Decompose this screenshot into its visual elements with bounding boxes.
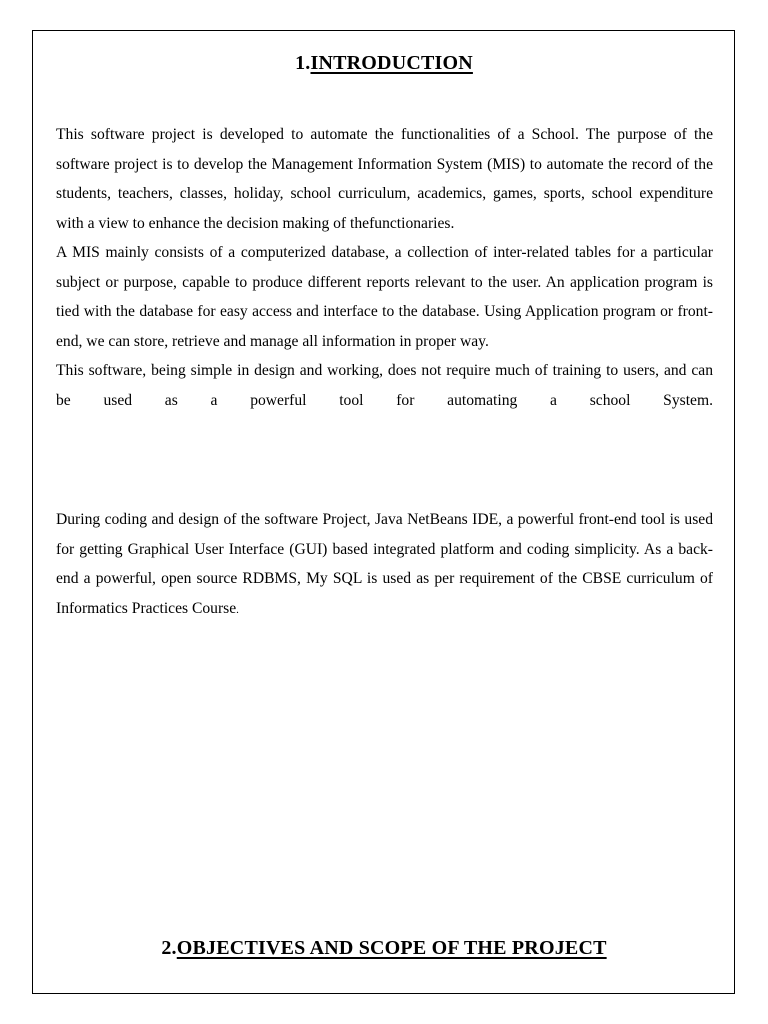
section-title: INTRODUCTION: [310, 52, 473, 74]
introduction-tools-body: [56, 505, 713, 625]
section-number: 1.: [295, 52, 311, 74]
introduction-body: [56, 120, 713, 415]
paragraph-simplicity: This software, being simple in design and working, does not require much of training to users, and can be used as a powerful tool for automating a school System.: [56, 362, 713, 409]
paragraph-mis: A MIS mainly consists of a computerized database, a collection of inter-related tables for a particular subject or purpose, capable to produce different reports relevant to the user. An application program is tied with the database for easy access and interface to the database. Using Application program or front-end, we can store, retrieve and manage all information in proper way.: [56, 244, 713, 350]
section-number: 2.: [161, 937, 177, 959]
section-heading-objectives: [0, 937, 768, 960]
paragraph-tools-period: .: [236, 603, 239, 616]
paragraph-purpose: This software project is developed to automate the functionalities of a School. The purpose of the software project is to develop the Management Information System (MIS) to automate the record of the students, teachers, classes, holiday, school curriculum, academics, games, sports, school expenditure with a view to enhance the decision making of thefunctionaries.: [56, 126, 713, 232]
paragraph-tools: [56, 505, 713, 625]
section-heading-introduction: [0, 52, 768, 75]
paragraph-tools-text: During coding and design of the software Project, Java NetBeans IDE, a powerful front-end tool is used for getting Graphical User Interface (GUI) based integrated platform and coding simplicity. As a back-end a powerful, open source RDBMS, My SQL is used as per requirement of the CBSE curriculum of Informatics Practices Course: [56, 511, 713, 617]
section-title: OBJECTIVES AND SCOPE OF THE PROJECT: [176, 937, 607, 959]
